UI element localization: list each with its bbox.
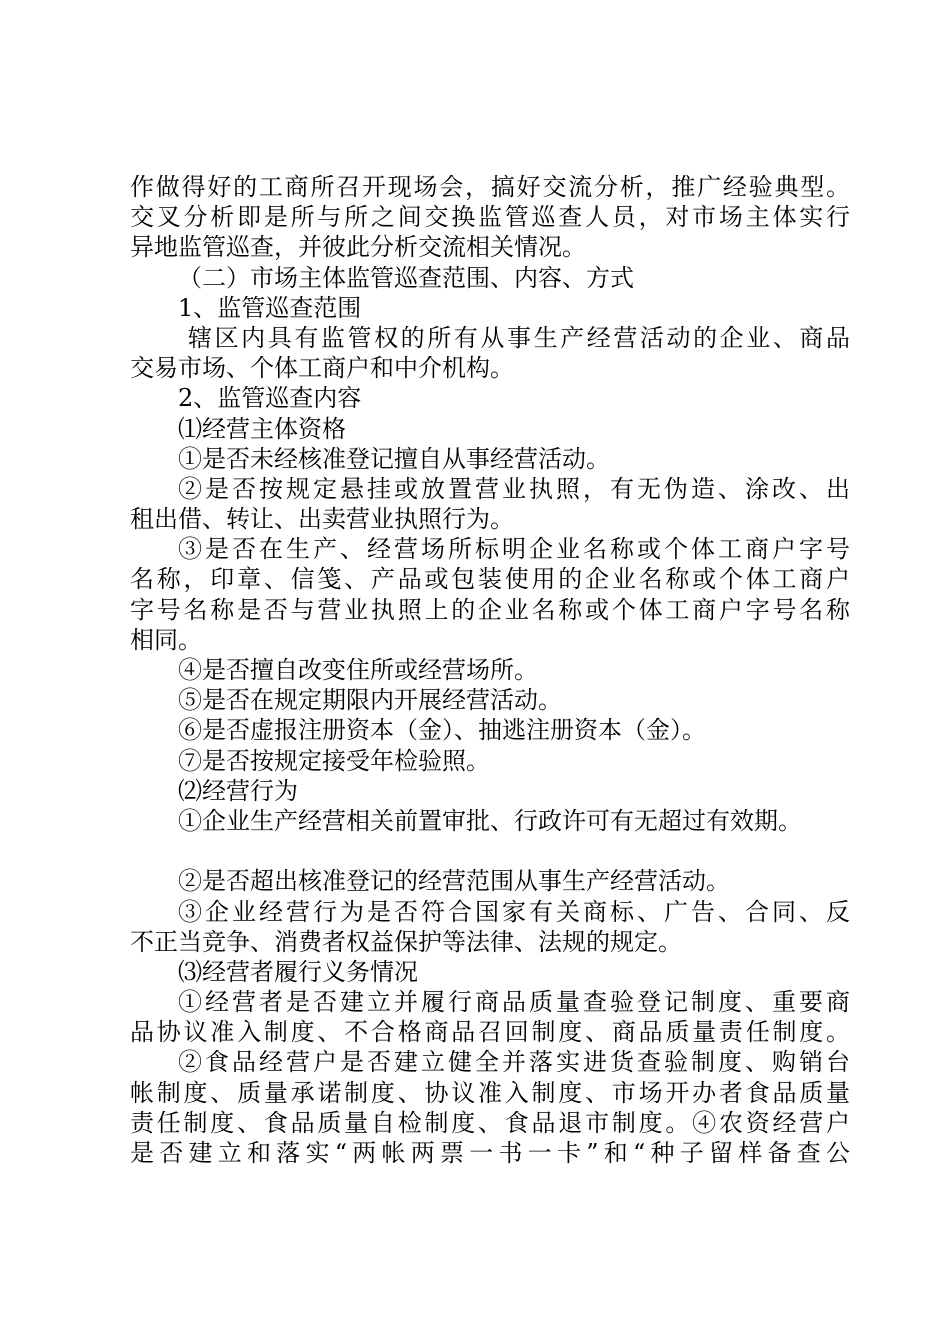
list-item: ①企业生产经营相关前置审批、行政许可有无超过有效期。: [178, 806, 802, 835]
list-item: ⑤是否在规定期限内开展经营活动。: [178, 686, 562, 715]
paragraph-line: 辖区内具有监管权的所有从事生产经营活动的企业、商品: [188, 323, 850, 352]
list-item: ②是否超出核准登记的经营范围从事生产经营活动。: [178, 867, 730, 896]
list-item-continuation: 字号名称是否与营业执照上的企业名称或个体工商户字号名称: [130, 595, 850, 624]
list-heading: ⑵经营行为: [178, 776, 298, 805]
list-item: ②食品经营户是否建立健全并落实进货查验制度、购销台: [178, 1048, 850, 1077]
document-body: [130, 172, 850, 1168]
list-item-continuation: 租出借、转让、出卖营业执照行为。: [130, 505, 514, 534]
list-item-continuation: 帐制度、质量承诺制度、协议准入制度、市场开办者食品质量: [130, 1078, 850, 1107]
list-item-continuation: 名称，印章、信笺、产品或包装使用的企业名称或个体工商户: [130, 565, 850, 594]
subsection-heading: 2、监管巡查内容: [178, 384, 362, 413]
list-item: ①经营者是否建立并履行商品质量查验登记制度、重要商: [178, 988, 850, 1017]
list-item-continuation: 是否建立和落实“两帐两票一书一卡”和“种子留样备查公: [130, 1139, 850, 1167]
subsection-heading: 1、监管巡查范围: [178, 293, 362, 322]
list-heading: ⑴经营主体资格: [178, 414, 346, 443]
list-item-continuation: 责任制度、食品质量自检制度、食品退市制度。④农资经营户: [130, 1108, 850, 1137]
section-heading: （二）市场主体监管巡查范围、内容、方式: [178, 263, 634, 292]
paragraph-line: 作做得好的工商所召开现场会，搞好交流分析，推广经验典型。: [130, 173, 850, 201]
list-item: ①是否未经核准登记擅自从事经营活动。: [178, 444, 610, 473]
list-item: ⑥是否虚报注册资本（金）、抽逃注册资本（金）。: [178, 716, 706, 745]
paragraph-line: 交叉分析即是所与所之间交换监管巡查人员，对市场主体实行: [130, 203, 850, 232]
list-item: ⑦是否按规定接受年检验照。: [178, 746, 490, 775]
blank-line: [130, 836, 850, 866]
list-item-continuation: 品协议准入制度、不合格商品召回制度、商品质量责任制度。: [130, 1018, 850, 1047]
list-heading: ⑶经营者履行义务情况: [178, 957, 418, 986]
list-item: ④是否擅自改变住所或经营场所。: [178, 656, 538, 684]
list-item: ③是否在生产、经营场所标明企业名称或个体工商户字号: [178, 535, 850, 564]
list-item-continuation: 相同。: [130, 625, 202, 654]
list-item: ②是否按规定悬挂或放置营业执照，有无伪造、涂改、出: [178, 474, 850, 503]
paragraph-line: 异地监管巡查，并彼此分析交流相关情况。: [130, 233, 586, 262]
list-item: ③企业经营行为是否符合国家有关商标、广告、合同、反: [178, 897, 850, 926]
paragraph-line: 交易市场、个体工商户和中介机构。: [130, 354, 514, 383]
list-item-continuation: 不正当竞争、消费者权益保护等法律、法规的规定。: [130, 927, 682, 956]
